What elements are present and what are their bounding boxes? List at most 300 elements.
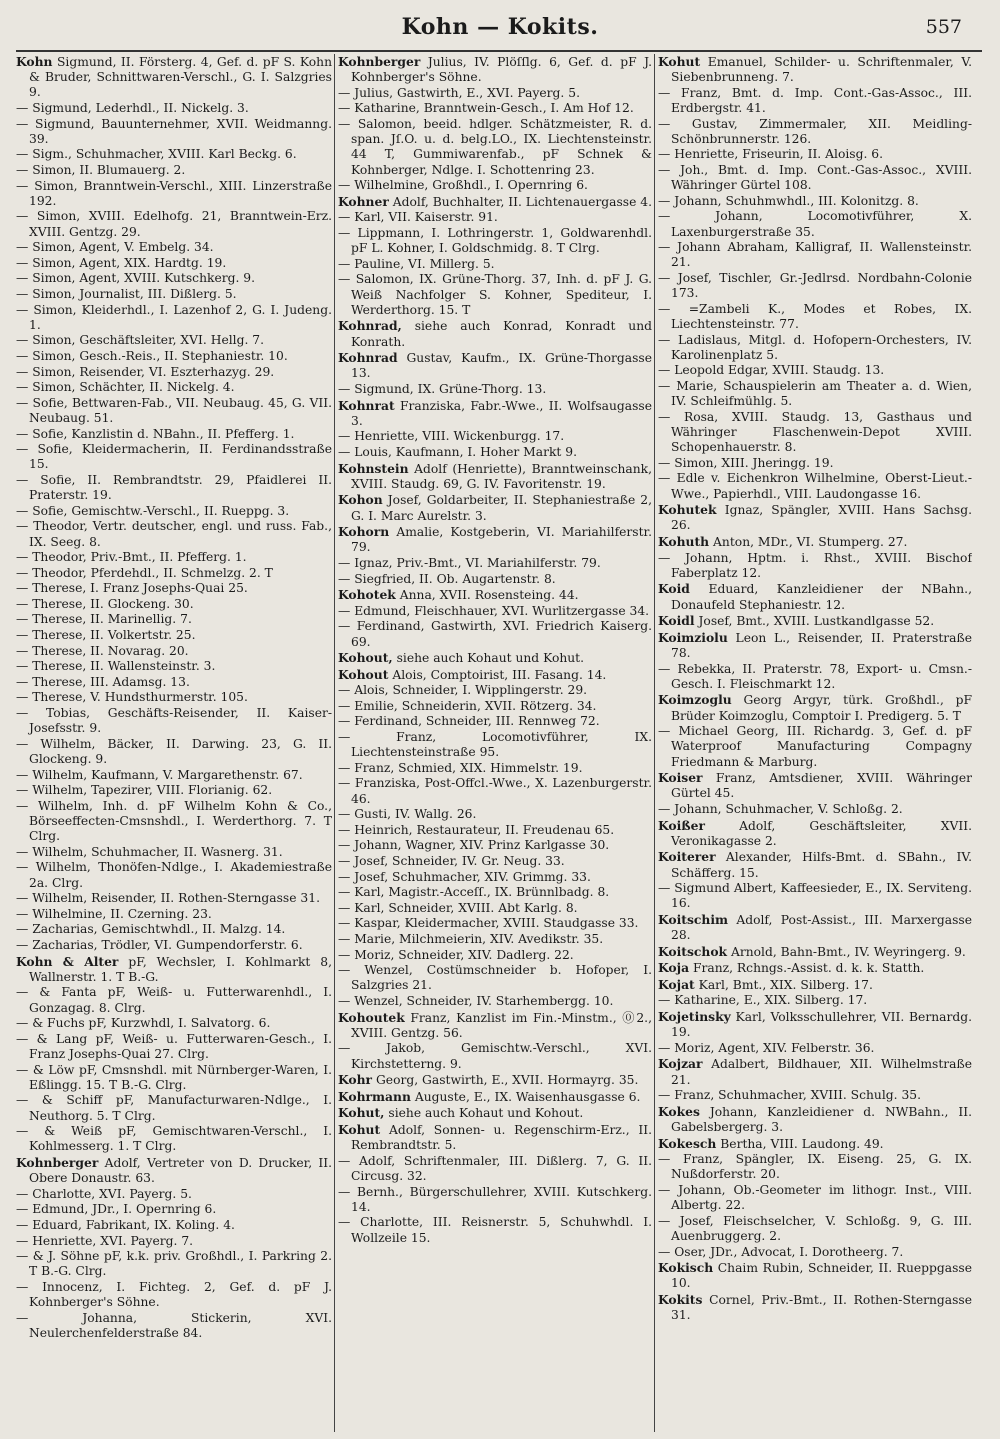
entry-surname: Koid bbox=[658, 581, 690, 597]
directory-entry bbox=[16, 1093, 332, 1123]
entry-text: — & J. Söhne pF, k.k. priv. Großhdl., I. Parkring 2. T B.-G. Clrg. bbox=[16, 1249, 332, 1279]
directory-entry bbox=[16, 473, 332, 503]
entry-text: — Henriette, VIII. Wickenburgg. 17. bbox=[338, 429, 565, 444]
entry-text: Johann, Kanzleidiener d. NWBahn., II. Gabelsbergerg. 3. bbox=[671, 1104, 972, 1135]
entry-text: — Franz, Spängler, IX. Eiseng. 25, G. IX. Nußdorferstr. 20. bbox=[658, 1152, 972, 1182]
entry-text: — Therese, II. Glockeng. 30. bbox=[16, 596, 194, 611]
entry-text: Adolf, Post-Assist., III. Marxergasse 28. bbox=[671, 912, 972, 943]
entry-surname: Kohnberger bbox=[16, 1154, 99, 1170]
entry-text: Alexander, Hilfs-Bmt. d. SBahn., IV. Schäfferg. 15. bbox=[671, 850, 972, 880]
entry-text: Chaim Rubin, Schneider, II. Rueppgasse 10. bbox=[671, 1261, 972, 1291]
directory-entry bbox=[16, 1218, 332, 1233]
directory-entry bbox=[16, 1187, 332, 1202]
directory-entry bbox=[338, 194, 652, 210]
directory-entry bbox=[658, 724, 972, 770]
directory-entry bbox=[658, 363, 972, 378]
directory-entry bbox=[338, 667, 652, 683]
entry-text: Julius, IV. Plöſſlg. 6, Gef. d. pF J. Kohnberger's Söhne. bbox=[351, 55, 652, 85]
entry-text: — Ferdinand, Schneider, III. Rennweg 72. bbox=[338, 714, 600, 729]
entry-text: Eduard, Kanzleidiener der NBahn., Donaufeld Stephaniestr. 12. bbox=[671, 582, 972, 612]
directory-entry bbox=[16, 519, 332, 549]
directory-entry bbox=[658, 379, 972, 409]
entry-text: — & Schiff pF, Manufacturwaren-Ndlge., I. Neuthorg. 5. T Clrg. bbox=[16, 1093, 332, 1123]
entry-text: — Theodor, Priv.-Bmt., II. Pfefferg. 1. bbox=[16, 550, 247, 565]
entry-text: — Sofie, Gemischtw.-Verschl., II. Rueppg. 3. bbox=[16, 503, 290, 518]
directory-entry bbox=[658, 86, 972, 116]
directory-entry bbox=[338, 761, 652, 776]
entry-text: — Wilhelm, Bäcker, II. Darwing. 23, G. II. Glockeng. 9. bbox=[16, 736, 332, 767]
entry-surname: Kohorn bbox=[338, 524, 390, 540]
entry-text: — Wilhelmine, Großhdl., I. Opernring 6. bbox=[338, 178, 588, 193]
entry-text: — Sofie, Kleidermacherin, II. Ferdinandsstraße 15. bbox=[16, 442, 332, 472]
entry-surname: Kokes bbox=[658, 1103, 700, 1119]
entry-text: — Sigm., Schuhmacher, XVIII. Karl Beckg. 6. bbox=[16, 147, 297, 162]
entry-text: — Wilhelm, Inh. d. pF Wilhelm Kohn & Co., Börseeffecten-Cmsnshdl., I. Werderthorg. 7. T Clrg. bbox=[16, 798, 332, 844]
directory-entry bbox=[658, 1214, 972, 1244]
entry-text: — Therese, III. Adamsg. 13. bbox=[16, 674, 190, 689]
entry-text: Bertha, VIII. Laudong. 49. bbox=[720, 1136, 884, 1151]
entry-text: — Charlotte, XVI. Payerg. 5. bbox=[16, 1186, 192, 1201]
entry-text: — Leopold Edgar, XVIII. Staudg. 13. bbox=[658, 363, 885, 378]
directory-entry bbox=[658, 662, 972, 692]
directory-entry bbox=[658, 1292, 972, 1323]
directory-entry bbox=[16, 427, 332, 442]
directory-entry bbox=[338, 398, 652, 429]
column-divider bbox=[654, 54, 655, 1432]
directory-entry bbox=[658, 1245, 972, 1260]
entry-text: — Karl, Schneider, XVIII. Abt Karlg. 8. bbox=[338, 900, 578, 915]
directory-entry bbox=[338, 257, 652, 272]
entry-text: Franziska, Fabr.-Wwe., II. Wolfsaugasse 3. bbox=[351, 398, 652, 428]
entry-text: — & Fuchs pF, Kurzwhdl, I. Salvatorg. 6. bbox=[16, 1016, 271, 1031]
running-title: Kohn — Kokits. bbox=[401, 14, 599, 40]
entry-text: — Salomon, beeid. hdlger. Schätzmeister, R. d. span. Jſ.O. u. d. belg.LO., IX. Liechtensteinstr. 44 T, Gummiwarenfab., pF Schnek & Kohnberger, Ndlge. I. Schottenring 23. bbox=[338, 116, 652, 177]
entry-text: — Johann, Hptm. i. Rhst., XVIII. Bischof Faberplatz 12. bbox=[658, 550, 972, 580]
entry-text: — Therese, II. Marinellig. 7. bbox=[16, 612, 192, 627]
header-rule bbox=[16, 50, 982, 52]
entry-surname: Kohut bbox=[338, 1121, 381, 1137]
entry-text: — Sofie, Bettwaren-Fab., VII. Neubaug. 45, G. VII. Neubaug. 51. bbox=[16, 395, 332, 425]
directory-entry bbox=[16, 644, 332, 659]
directory-entry bbox=[16, 597, 332, 612]
entry-text: — Gusti, IV. Wallg. 26. bbox=[338, 807, 477, 822]
entry-text: — Rosa, XVIII. Staudg. 13, Gasthaus und Währinger Flaschenwein-Depot XVIII. Schopenhauerstr. 8. bbox=[658, 409, 972, 455]
entry-text: — Alois, Schneider, I. Wipplingerstr. 29. bbox=[338, 683, 588, 698]
entry-text: — Josef, Schneider, IV. Gr. Neug. 33. bbox=[338, 854, 565, 869]
directory-entry bbox=[16, 612, 332, 627]
entry-surname: Koiterer bbox=[658, 849, 716, 865]
entry-text: Ignaz, Spängler, XVIII. Hans Sachsg. 26. bbox=[671, 503, 972, 533]
entry-text: — & Löw pF, Cmsnshdl. mit Nürnberger-Waren, I. Eßlingg. 15. T B.-G. Clrg. bbox=[16, 1062, 332, 1092]
entry-text: — Josef, Tischler, Gr.-Jedlrsd. Nordbahn-Colonie 173. bbox=[658, 270, 972, 301]
entry-surname: Kohut, bbox=[338, 1105, 385, 1121]
directory-entry bbox=[338, 838, 652, 853]
entry-text: Franz, Amtsdiener, XVIII. Währinger Gürtel 45. bbox=[671, 771, 972, 801]
entry-text: — Michael Georg, III. Richardg. 3, Gef. d. pF Waterproof Manufacturing Compagny Friedmann & Marburg. bbox=[658, 724, 972, 769]
directory-entry bbox=[16, 768, 332, 783]
directory-entry bbox=[338, 1089, 652, 1105]
entry-text: — Sigmund Albert, Kaffeesieder, E., IX. Serviteng. 16. bbox=[658, 881, 972, 911]
directory-entry bbox=[16, 54, 332, 101]
directory-entry bbox=[16, 783, 332, 798]
column-3 bbox=[658, 54, 972, 1432]
directory-entry bbox=[658, 912, 972, 943]
directory-entry bbox=[658, 240, 972, 270]
directory-entry bbox=[16, 442, 332, 472]
entry-text: — Theodor, Vertr. deutscher, engl. und russ. Fab., IX. Seeg. 8. bbox=[16, 519, 332, 549]
directory-entry bbox=[338, 1072, 652, 1088]
directory-entry bbox=[658, 54, 972, 85]
directory-entry bbox=[338, 1154, 652, 1184]
entry-surname: Koitschim bbox=[658, 911, 729, 927]
entry-text: Sigmund, II. Försterg. 4, Gef. d. pF S. Kohn & Bruder, Schnittwaren-Verschl., G. I. Salzgries 9. bbox=[29, 55, 332, 100]
entry-text: — Wilhelm, Reisender, II. Rothen-Sterngasse 31. bbox=[16, 891, 320, 906]
entry-surname: Kohon bbox=[338, 492, 383, 508]
entry-text: — Joh., Bmt. d. Imp. Cont.-Gas-Assoc., XVIII. Währinger Gürtel 108. bbox=[658, 162, 972, 193]
entry-text: — Marie, Milchmeierin, XIV. Avedikstr. 35. bbox=[338, 932, 604, 946]
entry-text: — =Zambeli K., Modes et Robes, IX. Liechtensteinstr. 77. bbox=[658, 301, 972, 331]
directory-entry bbox=[338, 650, 652, 666]
directory-entry bbox=[338, 901, 652, 916]
entry-text: — Franz, Schmied, XIX. Himmelstr. 19. bbox=[338, 760, 583, 775]
entry-surname: Kokits bbox=[658, 1292, 703, 1308]
entry-text: — Wilhelm, Kaufmann, V. Margarethenstr. 67. bbox=[16, 767, 303, 782]
directory-entry bbox=[16, 581, 332, 596]
directory-entry bbox=[338, 429, 652, 444]
directory-entry bbox=[658, 1260, 972, 1291]
entry-surname: Kohnrad, bbox=[338, 318, 402, 334]
entry-text: — Sofie, Kanzlistin d. NBahn., II. Pfefferg. 1. bbox=[16, 426, 295, 441]
directory-entry bbox=[658, 209, 972, 239]
directory-entry bbox=[658, 1056, 972, 1087]
directory-entry bbox=[16, 659, 332, 674]
directory-entry bbox=[338, 870, 652, 885]
entry-text: Anna, XVII. Rosensteing. 44. bbox=[399, 588, 579, 603]
entry-text: — Jakob, Gemischtw.-Verschl., XVI. Kirchstetterng. 9. bbox=[338, 1041, 652, 1071]
entry-text: — Simon, Agent, XIX. Hardtg. 19. bbox=[16, 255, 227, 270]
entry-text: — Johanna, Stickerin, XVI. Neulerchenfelderstraße 84. bbox=[16, 1310, 332, 1340]
entry-text: — Ladislaus, Mitgl. d. Hofopern-Orchesters, IV. Karolinenplatz 5. bbox=[658, 332, 972, 362]
directory-entry bbox=[16, 845, 332, 860]
entry-text: Karl, Volksschullehrer, VII. Bernardg. 19. bbox=[671, 1010, 972, 1040]
directory-entry bbox=[16, 1249, 332, 1279]
directory-entry bbox=[338, 1105, 652, 1121]
entry-text: Josef, Bmt., XVIII. Lustkandlgasse 52. bbox=[698, 614, 935, 629]
entry-text: Josef, Goldarbeiter, II. Stephaniestraße 2, G. I. Marc Aurelstr. 3. bbox=[351, 493, 652, 523]
entry-text: — Pauline, VI. Millerg. 5. bbox=[338, 256, 495, 271]
directory-entry bbox=[658, 117, 972, 147]
entry-text: — Simon, Geschäftsleiter, XVI. Hellg. 7. bbox=[16, 333, 265, 348]
directory-entry bbox=[658, 802, 972, 817]
entry-text: — Johann, Schuhmwhdl., III. Kolonitzg. 8. bbox=[658, 193, 919, 208]
entry-text: — Edle v. Eichenkron Wilhelmine, Oberst-Lieut.-Wwe., Papierhdl., VIII. Laudongasse 16. bbox=[658, 471, 972, 501]
entry-text: Auguste, E., IX. Waisenhausgasse 6. bbox=[414, 1089, 641, 1104]
directory-entry bbox=[658, 163, 972, 193]
directory-entry bbox=[16, 333, 332, 348]
directory-entry bbox=[16, 860, 332, 890]
directory-entry bbox=[658, 534, 972, 550]
entry-text: — Henriette, XVI. Payerg. 7. bbox=[16, 1233, 194, 1248]
directory-entry bbox=[338, 823, 652, 838]
directory-entry bbox=[338, 604, 652, 619]
entry-surname: Kohr bbox=[338, 1072, 373, 1088]
entry-text: — Simon, Branntwein-Verschl., XIII. Linzerstraße 192. bbox=[16, 178, 332, 208]
entry-surname: Kokesch bbox=[658, 1135, 717, 1151]
directory-entry bbox=[338, 807, 652, 822]
directory-entry bbox=[16, 628, 332, 643]
entry-text: — Simon, Agent, XVIII. Kutschkerg. 9. bbox=[16, 271, 256, 286]
entry-text: Adalbert, Bildhauer, XII. Wilhelmstraße 21. bbox=[671, 1057, 972, 1087]
entry-text: — Wilhelm, Schuhmacher, II. Wasnerg. 31. bbox=[16, 844, 283, 859]
entry-surname: Kokisch bbox=[658, 1260, 714, 1276]
directory-entry bbox=[658, 977, 972, 993]
entry-text: — Katharine, E., XIX. Silberg. 17. bbox=[658, 993, 868, 1008]
directory-entry bbox=[658, 1088, 972, 1103]
entry-surname: Koja bbox=[658, 960, 690, 976]
entry-text: Arnold, Bahn-Bmt., IV. Weyringerg. 9. bbox=[730, 944, 966, 959]
entry-surname: Kohotek bbox=[338, 587, 396, 603]
directory-entry bbox=[338, 318, 652, 349]
entry-text: — Wilhelm, Tapezirer, VIII. Florianig. 62. bbox=[16, 783, 273, 798]
entry-text: — Zacharias, Trödler, VI. Gumpendorferstr. 6. bbox=[16, 937, 303, 952]
directory-entry bbox=[658, 944, 972, 960]
directory-entry bbox=[16, 1202, 332, 1217]
directory-entry bbox=[16, 799, 332, 845]
directory-entry bbox=[338, 382, 652, 397]
directory-entry bbox=[338, 916, 652, 931]
entry-text: — Josef, Fleischselcher, V. Schloßg. 9, G. III. Auenbruggerg. 2. bbox=[658, 1213, 972, 1244]
directory-entry bbox=[16, 938, 332, 953]
directory-entry bbox=[16, 349, 332, 364]
directory-entry bbox=[658, 271, 972, 301]
directory-entry bbox=[338, 350, 652, 381]
directory-entry bbox=[338, 948, 652, 963]
entry-text: — Edmund, JDr., I. Opernring 6. bbox=[16, 1202, 217, 1217]
directory-entry bbox=[16, 101, 332, 116]
entry-text: — Charlotte, III. Reisnerstr. 5, Schuhwhdl. I. Wollzeile 15. bbox=[338, 1215, 652, 1245]
entry-text: siehe auch Kohaut und Kohout. bbox=[388, 1106, 584, 1121]
entry-surname: Kohnrad bbox=[338, 350, 398, 366]
directory-entry bbox=[338, 932, 652, 947]
entry-text: — Rebekka, II. Praterstr. 78, Export- u. Cmsn.-Gesch. I. Fleischmarkt 12. bbox=[658, 661, 972, 691]
entry-surname: Kohut bbox=[658, 54, 701, 69]
entry-text: — Simon, Reisender, VI. Eszterhazyg. 29. bbox=[16, 364, 275, 379]
entry-surname: Koidl bbox=[658, 613, 695, 629]
directory-entry bbox=[338, 730, 652, 760]
entry-text: Anton, MDr., VI. Stumperg. 27. bbox=[713, 534, 908, 549]
directory-entry bbox=[338, 854, 652, 869]
entry-text: — Johann Abraham, Kalligraf, II. Wallensteinstr. 21. bbox=[658, 240, 972, 270]
directory-entry bbox=[658, 333, 972, 363]
directory-entry bbox=[338, 461, 652, 492]
directory-entry bbox=[16, 163, 332, 178]
entry-text: — Ferdinand, Gastwirth, XVI. Friedrich Kaiserg. 69. bbox=[338, 619, 652, 649]
entry-surname: Kojetinsky bbox=[658, 1009, 731, 1025]
entry-text: — Innocenz, I. Fichteg. 2, Gef. d. pF J. Kohnberger's Söhne. bbox=[16, 1279, 332, 1310]
entry-text: — Simon, Kleiderhdl., I. Lazenhof 2, G. I. Judeng. 1. bbox=[16, 302, 332, 332]
directory-entry bbox=[16, 550, 332, 565]
directory-entry bbox=[16, 1016, 332, 1031]
directory-entry bbox=[338, 117, 652, 178]
column-2 bbox=[338, 54, 652, 1432]
entry-text: — Simon, Schächter, II. Nickelg. 4. bbox=[16, 380, 235, 395]
directory-entry bbox=[16, 1063, 332, 1093]
entry-text: — Louis, Kaufmann, I. Hoher Markt 9. bbox=[338, 444, 578, 459]
directory-entry bbox=[338, 101, 652, 116]
entry-text: pF, Wechsler, I. Kohlmarkt 8, Wallnerstr. 1. T B.-G. bbox=[29, 954, 332, 984]
entry-text: — Theodor, Pferdehdl., II. Schmelzg. 2. T bbox=[16, 565, 273, 580]
directory-entry bbox=[658, 818, 972, 849]
directory-entry bbox=[16, 1155, 332, 1186]
entry-surname: Koiser bbox=[658, 770, 703, 786]
column-1 bbox=[16, 54, 332, 1432]
directory-entry bbox=[338, 210, 652, 225]
entry-text: — Adolf, Schriftenmaler, III. Dißlerg. 7, G. II. Circusg. 32. bbox=[338, 1153, 652, 1183]
directory-entry bbox=[16, 380, 332, 395]
directory-entry bbox=[658, 1041, 972, 1056]
directory-entry bbox=[338, 572, 652, 587]
directory-entry bbox=[338, 524, 652, 555]
entry-text: — Heinrich, Restaurateur, II. Freudenau 65. bbox=[338, 822, 615, 837]
directory-entry bbox=[16, 271, 332, 286]
entry-text: Franz, Rchngs.-Assist. d. k. k. Statth. bbox=[692, 961, 925, 976]
directory-entry bbox=[16, 891, 332, 906]
entry-text: — Franz, Schuhmacher, XVIII. Schulg. 35. bbox=[658, 1088, 922, 1103]
entry-surname: Kohout, bbox=[338, 650, 393, 666]
directory-entry bbox=[338, 1041, 652, 1071]
directory-entry bbox=[658, 456, 972, 471]
entry-text: — Simon, II. Blumauerg. 2. bbox=[16, 162, 186, 177]
entry-text: — Tobias, Geschäfts-Reisender, II. Kaiser-Josefsstr. 9. bbox=[16, 706, 332, 736]
directory-entry bbox=[16, 209, 332, 239]
entry-surname: Kojat bbox=[658, 976, 695, 992]
directory-entry bbox=[338, 994, 652, 1009]
entry-surname: Kohn bbox=[16, 54, 53, 69]
directory-entry bbox=[658, 1104, 972, 1135]
directory-entry bbox=[338, 885, 652, 900]
directory-entry bbox=[338, 445, 652, 460]
directory-entry bbox=[338, 1010, 652, 1041]
entry-text: — Johann, Wagner, XIV. Prinz Karlgasse 30. bbox=[338, 838, 610, 853]
entry-text: — Salomon, IX. Grüne-Thorg. 37, Inh. d. pF J. G. Weiß Nachfolger S. Kohner, Spediteur, I. Werderthorg. 15. T bbox=[338, 272, 652, 317]
directory-entry bbox=[658, 881, 972, 911]
entry-text: Amalie, Kostgeberin, VI. Mariahilferstr. 79. bbox=[351, 525, 652, 555]
entry-surname: Koitschok bbox=[658, 943, 728, 959]
entry-text: — Simon, XVIII. Edelhofg. 21, Branntwein-Erz. XVIII. Gentzg. 29. bbox=[16, 209, 332, 239]
entry-text: — Johann, Ob.-Geometer im lithogr. Inst., VIII. Albertg. 22. bbox=[658, 1183, 972, 1213]
directory-entry bbox=[16, 240, 332, 255]
directory-entry bbox=[658, 147, 972, 162]
entry-surname: Kohutek bbox=[658, 502, 717, 518]
directory-entry bbox=[338, 226, 652, 256]
directory-entry bbox=[16, 985, 332, 1015]
directory-entry bbox=[16, 504, 332, 519]
page-number: 557 bbox=[925, 16, 962, 38]
entry-text: Georg, Gastwirth, E., XVII. Hormayrg. 35. bbox=[375, 1073, 639, 1088]
entry-text: — Bernh., Bürgerschullehrer, XVIII. Kutschkerg. 14. bbox=[338, 1184, 652, 1214]
entry-text: Adolf, Geschäftsleiter, XVII. Veronikagasse 2. bbox=[671, 818, 972, 848]
entry-text: — Josef, Schuhmacher, XIV. Grimmg. 33. bbox=[338, 869, 591, 884]
directory-entry bbox=[658, 849, 972, 880]
directory-entry bbox=[338, 963, 652, 993]
entry-text: siehe auch Konrad, Konradt und Konrath. bbox=[351, 319, 652, 349]
entry-text: — Karl, VII. Kaiserstr. 91. bbox=[338, 210, 498, 225]
entry-text: — Emilie, Schneiderin, XVII. Rötzerg. 34. bbox=[338, 698, 597, 713]
directory-entry bbox=[658, 692, 972, 723]
directory-entry bbox=[16, 1032, 332, 1062]
entry-surname: Kohnrat bbox=[338, 397, 395, 413]
directory-entry bbox=[658, 993, 972, 1008]
directory-entry bbox=[338, 556, 652, 571]
entry-surname: Kohoutek bbox=[338, 1009, 405, 1025]
entry-text: — Wenzel, Schneider, IV. Starhembergg. 10. bbox=[338, 993, 614, 1008]
directory-entry bbox=[16, 287, 332, 302]
entry-text: — & Fanta pF, Weiß- u. Futterwarenhdl., I. Gonzagag. 8. Clrg. bbox=[16, 985, 332, 1015]
directory-entry bbox=[658, 1136, 972, 1152]
directory-entry bbox=[16, 179, 332, 209]
entry-text: Alois, Comptoirist, III. Fasang. 14. bbox=[392, 667, 607, 682]
entry-text: — Eduard, Fabrikant, IX. Koling. 4. bbox=[16, 1217, 235, 1232]
directory-entry bbox=[338, 1185, 652, 1215]
entry-text: — Moriz, Schneider, XIV. Dadlerg. 22. bbox=[338, 947, 574, 962]
entry-surname: Kohner bbox=[338, 193, 389, 209]
entry-text: — Marie, Schauspielerin am Theater a. d. Wien, IV. Schleifmühlg. 5. bbox=[658, 378, 972, 409]
directory-entry bbox=[338, 54, 652, 85]
entry-text: — Karl, Magistr.-Acceſſ., IX. Brünnlbadg. 8. bbox=[338, 885, 610, 900]
directory-entry bbox=[658, 471, 972, 501]
entry-text: — Wilhelmine, II. Czerning. 23. bbox=[16, 906, 212, 921]
directory-entry bbox=[658, 551, 972, 581]
directory-entry bbox=[658, 194, 972, 209]
entry-surname: Koimzoglu bbox=[658, 692, 732, 708]
entry-text: — Moriz, Agent, XIV. Felberstr. 36. bbox=[658, 1040, 875, 1055]
entry-surname: Kojzar bbox=[658, 1056, 703, 1072]
entry-surname: Koißer bbox=[658, 817, 705, 833]
entry-text: — Sigmund, IX. Grüne-Thorg. 13. bbox=[338, 381, 547, 396]
entry-text: — Therese, II. Wallensteinstr. 3. bbox=[16, 659, 216, 674]
entry-text: Georg Argyr, türk. Großhdl., pF Brüder Koimzoglu, Comptoir I. Predigerg. 5. T bbox=[671, 693, 972, 723]
directory-entry bbox=[658, 1009, 972, 1040]
entry-text: — Henriette, Friseurin, II. Aloisg. 6. bbox=[658, 147, 884, 162]
entry-text: Emanuel, Schilder- u. Schriftenmaler, V. Siebenbrunneng. 7. bbox=[671, 55, 972, 85]
column-divider bbox=[334, 54, 335, 1432]
directory-entry bbox=[658, 1152, 972, 1182]
entry-text: — Simon, Journalist, III. Dißlerg. 5. bbox=[16, 286, 237, 301]
entry-text: — Oser, JDr., Advocat, I. Dorotheerg. 7. bbox=[658, 1244, 904, 1259]
entry-text: — & Lang pF, Weiß- u. Futterwaren-Gesch., I. Franz Josephs-Quai 27. Clrg. bbox=[16, 1031, 332, 1061]
directory-entry bbox=[338, 492, 652, 523]
entry-text: — Sigmund, Lederhdl., II. Nickelg. 3. bbox=[16, 101, 249, 115]
entry-text: — Simon, Gesch.-Reis., II. Stephaniestr. 10. bbox=[16, 348, 288, 363]
entry-text: — Therese, V. Hundsthurmerstr. 105. bbox=[16, 690, 248, 705]
directory-entry bbox=[338, 1122, 652, 1153]
directory-entry bbox=[338, 683, 652, 698]
directory-entry bbox=[338, 272, 652, 318]
directory-entry bbox=[338, 587, 652, 603]
directory-entry bbox=[16, 147, 332, 162]
directory-entry bbox=[338, 178, 652, 193]
directory-entry bbox=[338, 1215, 652, 1245]
directory-entry bbox=[338, 619, 652, 649]
entry-text: — Lippmann, I. Lothringerstr. 1, Goldwarenhdl. pF L. Kohner, I. Goldschmidg. 8. T Clrg. bbox=[338, 225, 652, 256]
entry-text: — Wenzel, Costümschneider b. Hofoper, I. Salzgries 21. bbox=[338, 963, 652, 993]
directory-entry bbox=[16, 1234, 332, 1249]
entry-text: — Simon, Agent, V. Embelg. 34. bbox=[16, 240, 214, 255]
entry-text: siehe auch Kohaut und Kohut. bbox=[396, 651, 585, 666]
directory-entry bbox=[658, 770, 972, 801]
directory-entry bbox=[16, 675, 332, 690]
directory-entry bbox=[658, 613, 972, 629]
